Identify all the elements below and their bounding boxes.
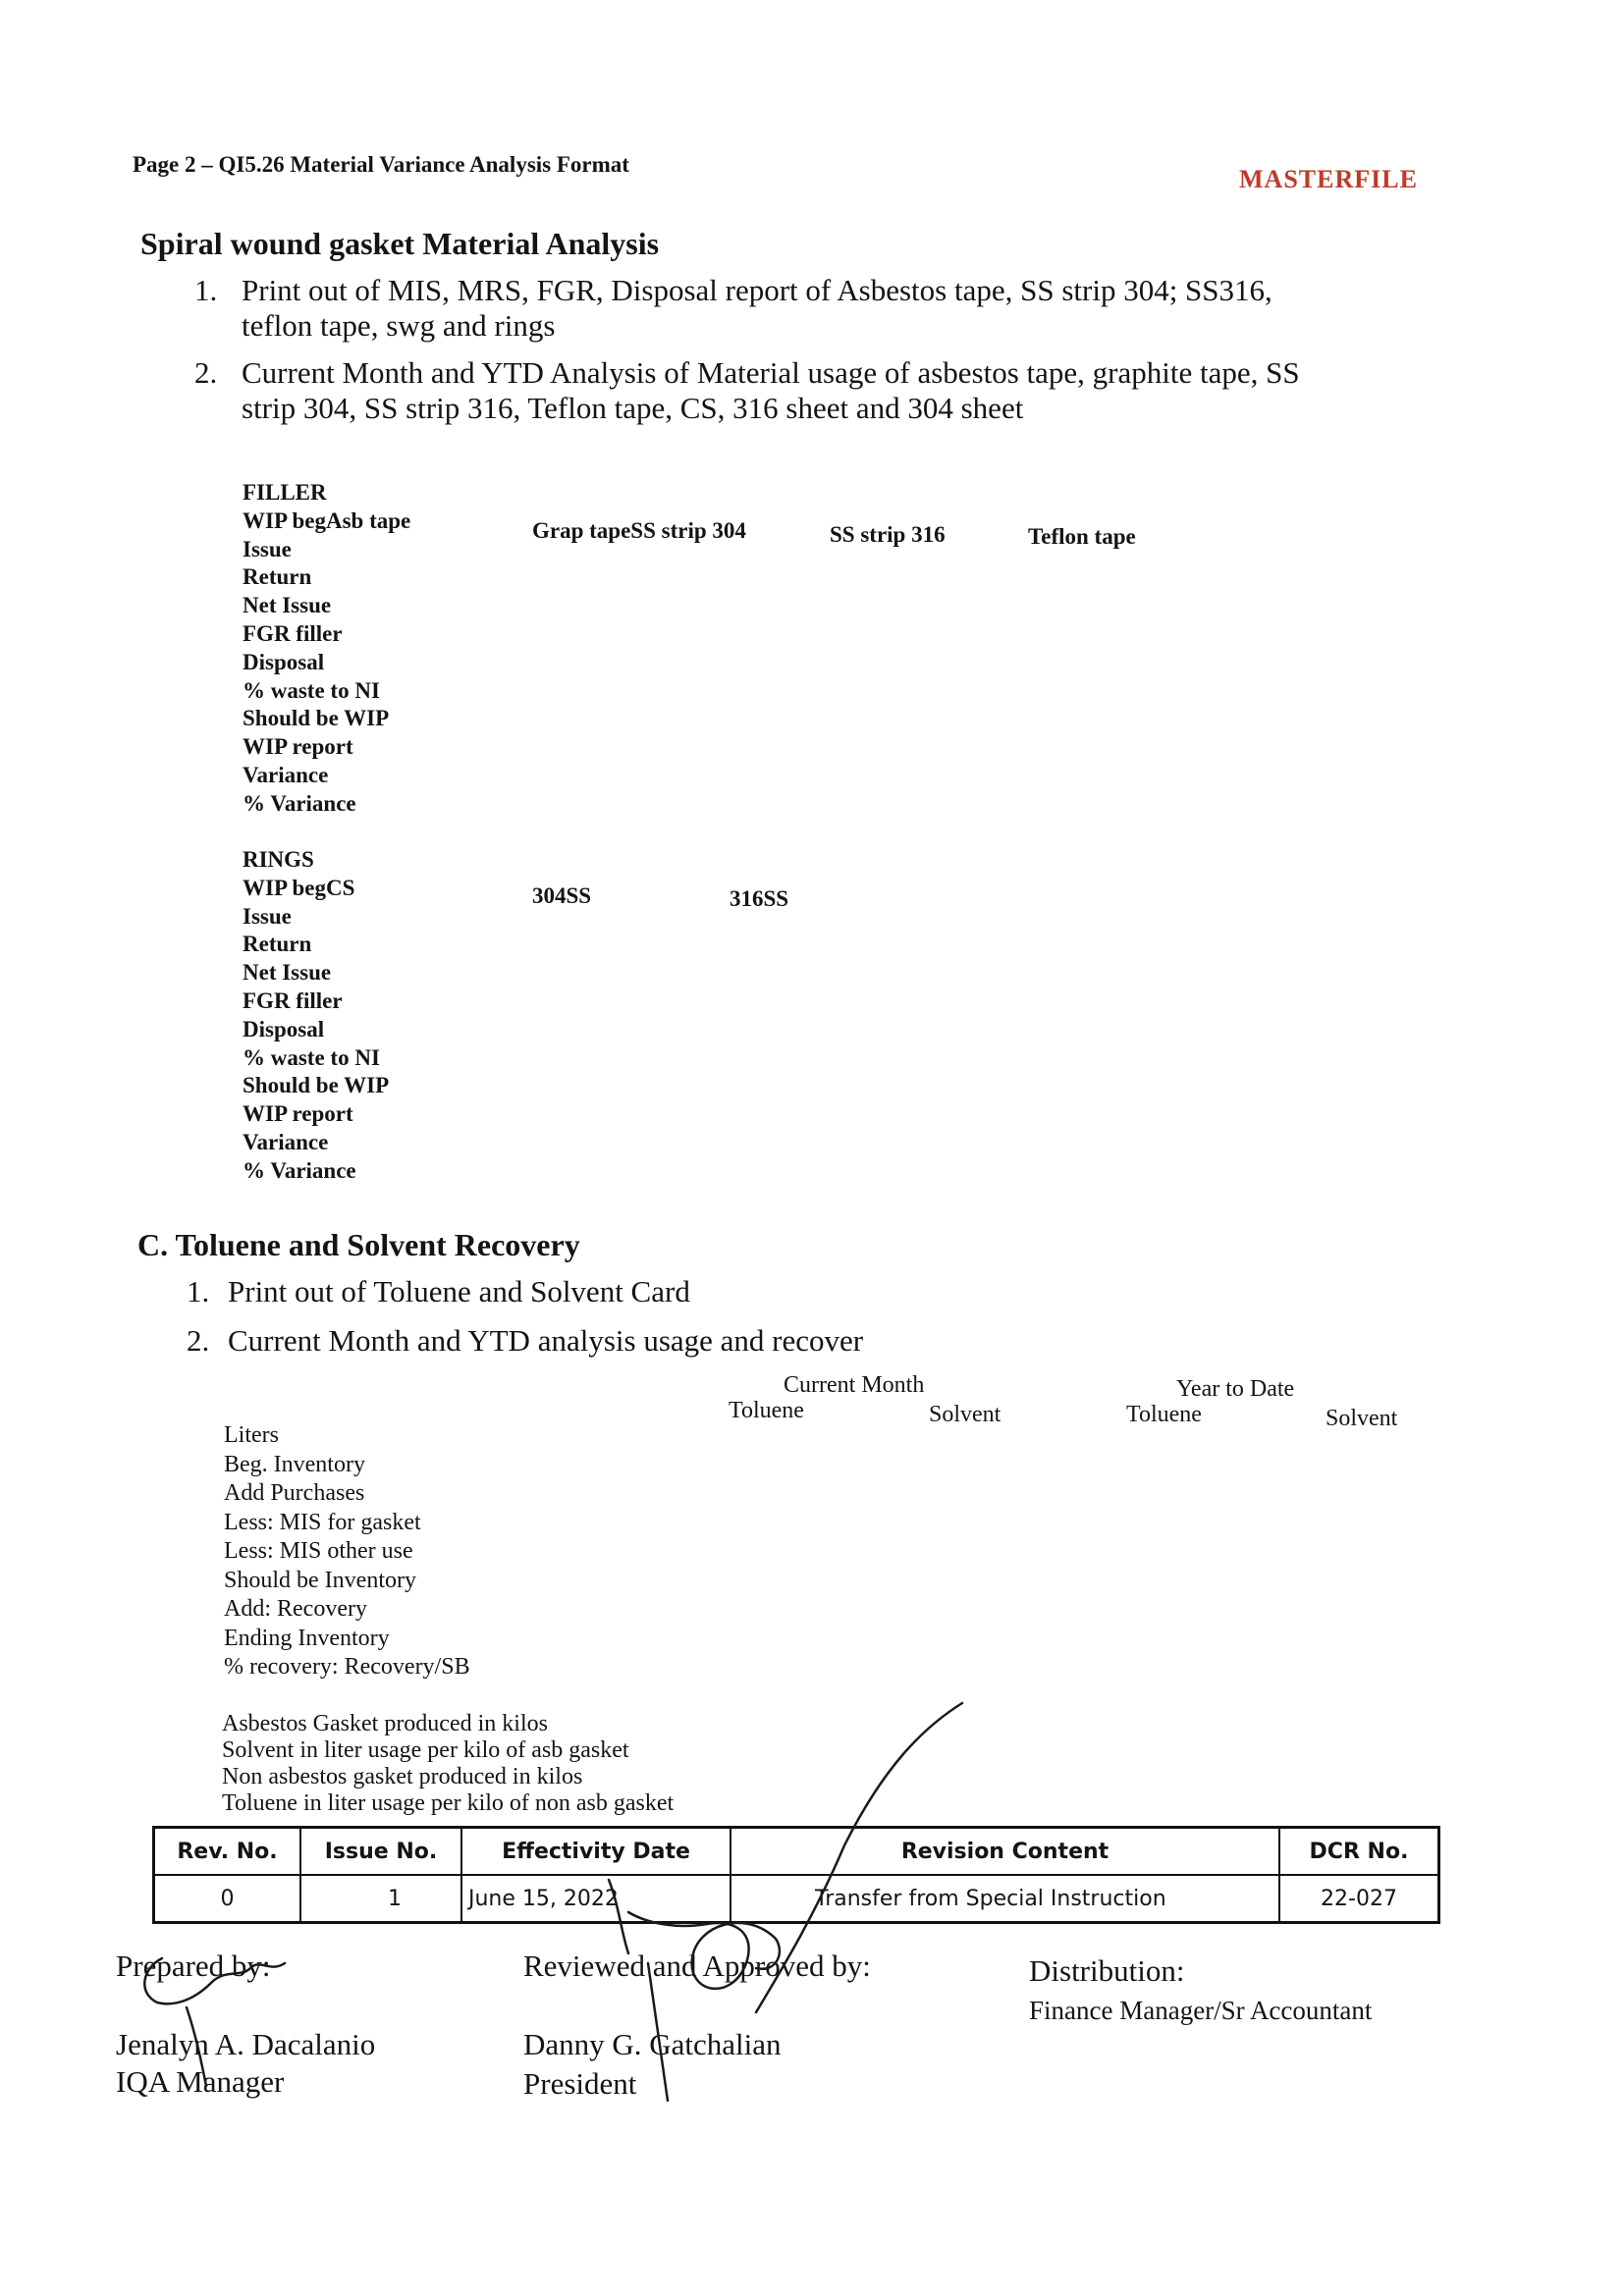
item-number: 2. [187,1323,210,1358]
solvent-row: Beg. Inventory [224,1451,365,1477]
rev-no-cell: 0 [154,1875,301,1923]
revision-header-row [154,1828,1439,1876]
filler-list [243,479,410,819]
filler-row: % Variance [243,790,356,816]
current-month-header: Current Month [784,1372,925,1398]
spiral-item-1 [194,273,1471,344]
solvent-ytd-header: Solvent [1326,1406,1398,1431]
revision-content-header: Revision Content [731,1828,1279,1876]
filler-row: Return [243,564,312,590]
item-line: Current Month and YTD Analysis of Material usage of asbestos tape, graphite tape, SS [242,355,1300,390]
item-number: 2. [194,355,218,390]
section-c-item-2 [187,1323,1168,1359]
filler-row: Variance [243,762,329,787]
dcr-no-header: DCR No. [1279,1828,1439,1876]
year-to-date-header: Year to Date [1176,1376,1295,1402]
table-row [154,1875,1439,1923]
effectivity-date-header: Effectivity Date [461,1828,731,1876]
issue-no-cell: 1 [300,1875,461,1923]
revision-table [152,1826,1440,1924]
item-line: Current Month and YTD analysis usage and recover [228,1323,864,1358]
rings-col-header: 316SS [730,886,789,911]
filler-row: Net Issue [243,593,332,618]
spiral-section-title: Spiral wound gasket Material Analysis [140,226,660,261]
rev-no-header: Rev. No. [154,1828,301,1876]
filler-row: WIP begAsb tape [243,507,411,533]
filler-col-header: Teflon tape [1028,524,1136,549]
distribution-label: Distribution: [1029,1953,1185,1988]
rings-row: FGR filler [243,988,343,1013]
gasket-row: Solvent in liter usage per kilo of asb gasket [222,1737,629,1763]
dcr-no-cell: 22-027 [1279,1875,1439,1923]
filler-col-header: Grap tapeSS strip 304 [532,518,746,543]
solvent-row: Add Purchases [224,1480,365,1506]
reviewed-by-title: President [523,2066,637,2101]
rings-row: Variance [243,1129,329,1154]
masterfile-stamp: MASTERFILE [1239,165,1418,193]
rings-col-header: 304SS [532,883,592,908]
effectivity-date-cell: June 15, 2022 [461,1875,731,1923]
gasket-row: Asbestos Gasket produced in kilos [222,1711,548,1736]
solvent-row: Less: MIS for gasket [224,1509,421,1535]
gasket-rows [222,1711,674,1817]
distribution-value: Finance Manager/Sr Accountant [1029,1996,1373,2025]
section-c-title: C. Toluene and Solvent Recovery [137,1227,580,1262]
rings-row: WIP begCS [243,875,355,900]
solvent-row: Ending Inventory [224,1625,390,1651]
item-number: 1. [187,1274,210,1308]
solvent-row: Less: MIS other use [224,1538,413,1564]
rings-row: Disposal [243,1016,325,1041]
rings-row: % Variance [243,1157,356,1183]
toluene-cm-header: Toluene [729,1398,804,1423]
solvent-row: Liters [224,1422,279,1448]
gasket-row: Non asbestos gasket produced in kilos [222,1764,583,1789]
rings-row: Return [243,932,312,957]
item-line: Print out of Toluene and Solvent Card [228,1274,690,1308]
filler-row: Disposal [243,649,325,674]
reviewed-by-name: Danny G. Gatchalian [523,2027,782,2061]
section-c-item-1 [187,1274,1070,1309]
filler-col-header: SS strip 316 [830,522,946,547]
item-line: strip 304, SS strip 316, Teflon tape, CS, 316 sheet and 304 sheet [242,391,1024,425]
item-line: Print out of MIS, MRS, FGR, Disposal report of Asbestos tape, SS strip 304; SS316, [242,273,1272,307]
filler-heading: FILLER [243,480,327,505]
issue-no-header: Issue No. [300,1828,461,1876]
rings-row: Net Issue [243,960,332,986]
page-header: Page 2 – QI5.26 Material Variance Analysis Format [133,152,629,177]
rings-row: WIP report [243,1101,353,1127]
prepared-by-title: IQA Manager [116,2064,285,2099]
rings-row: Issue [243,903,292,929]
filler-row: % waste to NI [243,677,380,703]
solvent-rows [224,1421,470,1682]
solvent-row: Add: Recovery [224,1596,367,1622]
solvent-row: % recovery: Recovery/SB [224,1654,470,1680]
gasket-row: Toluene in liter usage per kilo of non asb gasket [222,1790,675,1816]
solvent-row: Should be Inventory [224,1567,416,1593]
reviewed-by-label: Reviewed and Approved by: [523,1949,871,1983]
rings-row: Should be WIP [243,1073,390,1098]
revision-content-cell: Transfer from Special Instruction [731,1875,1279,1923]
toluene-ytd-header: Toluene [1126,1402,1202,1427]
filler-row: Should be WIP [243,706,390,731]
filler-row: FGR filler [243,620,343,646]
item-line: teflon tape, swg and rings [242,308,556,343]
prepared-by-label: Prepared by: [116,1949,271,1983]
rings-list [243,846,389,1186]
solvent-cm-header: Solvent [929,1402,1001,1427]
rings-heading: RINGS [243,847,314,872]
item-number: 1. [194,273,218,307]
spiral-item-2 [194,355,1471,426]
filler-row: Issue [243,536,292,561]
filler-row: WIP report [243,734,353,760]
prepared-by-name: Jenalyn A. Dacalanio [116,2027,376,2061]
rings-row: % waste to NI [243,1044,380,1070]
